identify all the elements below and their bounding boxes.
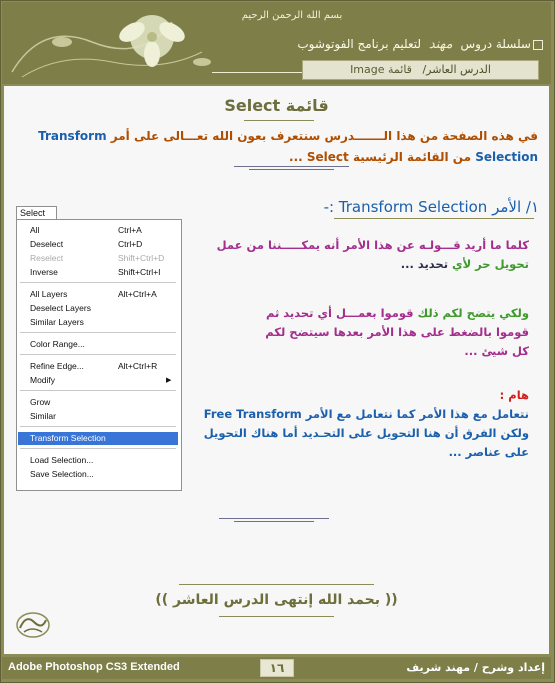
page-header (2, 2, 551, 84)
section-title: ١/ الأمر Transform Selection :- (323, 198, 539, 216)
intro-paragraph (34, 126, 538, 168)
header-box-icon (533, 40, 543, 50)
select-menu (16, 219, 182, 491)
page-footer (2, 657, 551, 679)
title-underline (244, 120, 314, 121)
menu-item-all[interactable]: All Ctrl+A (30, 225, 142, 235)
separator-line (234, 166, 349, 167)
series-prefix: سلسلة دروس (460, 37, 531, 51)
signature-logo-icon (14, 608, 52, 642)
author-credit: إعداد وشرح / مهند شريف (406, 661, 545, 674)
header-divider (212, 72, 307, 73)
menu-item-save-selection[interactable]: Save Selection... (30, 469, 94, 479)
separator-line (234, 521, 314, 522)
menu-item-inverse[interactable]: Inverse Shift+Ctrl+I (30, 267, 161, 277)
lesson-bar (302, 60, 539, 80)
menu-separator (20, 390, 176, 391)
p1-line-2: تحويل حر لأي تحديد ... (400, 257, 529, 271)
menu-item-grow[interactable]: Grow (30, 397, 51, 407)
menu-separator (20, 354, 176, 355)
important-note (194, 386, 529, 462)
menu-separator (20, 426, 176, 427)
menu-item-similar[interactable]: Similar (30, 411, 56, 421)
note-line-2: ولكن الفرق أن هنا التحويل على التحـديد أما هناك التحويل (203, 426, 529, 440)
menu-item-similar-layers[interactable]: Similar Layers (30, 317, 84, 327)
paragraph-1 (194, 236, 529, 274)
menu-item-all-layers[interactable]: All Layers Alt+Ctrl+A (30, 289, 157, 299)
series-suffix: لتعليم برنامج الفوتوشوب (297, 37, 422, 51)
menu-item-deselect[interactable]: Deselect Ctrl+D (30, 239, 143, 249)
content-panel (4, 86, 549, 654)
menu-item-refine-edge[interactable]: Refine Edge... Alt+Ctrl+R (30, 361, 158, 371)
series-title (297, 37, 531, 52)
p2-line-1: ولكي يتضح لكم ذلك قوموا بعمـــل أي تحديد ثم (265, 306, 529, 320)
menu-item-reselect[interactable]: Reselect Shift+Ctrl+D (30, 253, 165, 263)
menu-separator (20, 332, 176, 333)
menu-item-deselect-layers[interactable]: Deselect Layers (30, 303, 91, 313)
select-menu-tab[interactable]: Select (16, 206, 57, 220)
product-name: Adobe Photoshop CS3 Extended (8, 661, 180, 673)
menu-item-modify[interactable]: Modify ▶ (30, 375, 172, 385)
intro-command: Transform Selection (38, 129, 538, 164)
separator-line (249, 169, 334, 170)
paragraph-2 (194, 304, 529, 361)
p1-line-1: كلما ما أريد قـــولـه عن هذا الأمر أنه يمكـــــننا من عمل (216, 238, 529, 252)
separator-line (179, 584, 374, 585)
menu-item-load-selection[interactable]: Load Selection... (30, 455, 94, 465)
intro-text-2: من القائمة الرئيسية Select ... (289, 150, 472, 164)
separator-line (219, 616, 334, 617)
menu-separator (20, 282, 176, 283)
section-underline (334, 218, 534, 219)
page-number: ١٦ (260, 659, 294, 677)
closing-title: (( بحمد الله إنتهى الدرس العاشر )) (155, 592, 398, 608)
note-line-3: على عناصر ... (448, 445, 529, 459)
menu-item-transform-selection[interactable]: Transform Selection (18, 432, 178, 445)
floral-decoration (2, 2, 232, 84)
menu-separator (20, 448, 176, 449)
author-signature: مهند (428, 37, 453, 52)
menu-item-color-range[interactable]: Color Range... (30, 339, 85, 349)
separator-line (219, 518, 329, 519)
note-label: هام : (499, 388, 529, 402)
intro-text-1: في هذه الصفحة من هذا الـــــــدرس سنتعرف بعون الله تعـــالى على أمر (110, 129, 538, 143)
p2-line-3: كل شيئ ... (464, 344, 529, 358)
basmala: بسم الله الرحمن الرحيم (241, 10, 343, 21)
lesson-topic: قائمة Image (350, 63, 412, 76)
page-title: قائمة Select (224, 96, 329, 115)
lesson-label: الدرس العاشر/ (422, 63, 491, 76)
note-line-1: نتعامل مع هذا الأمر كما نتعامل مع الأمر Free Transform (203, 407, 529, 421)
submenu-arrow-icon: ▶ (166, 377, 172, 384)
p2-line-2: قوموا بالضغط على هذا الأمر بعدها سيتضح لكم (265, 325, 529, 339)
